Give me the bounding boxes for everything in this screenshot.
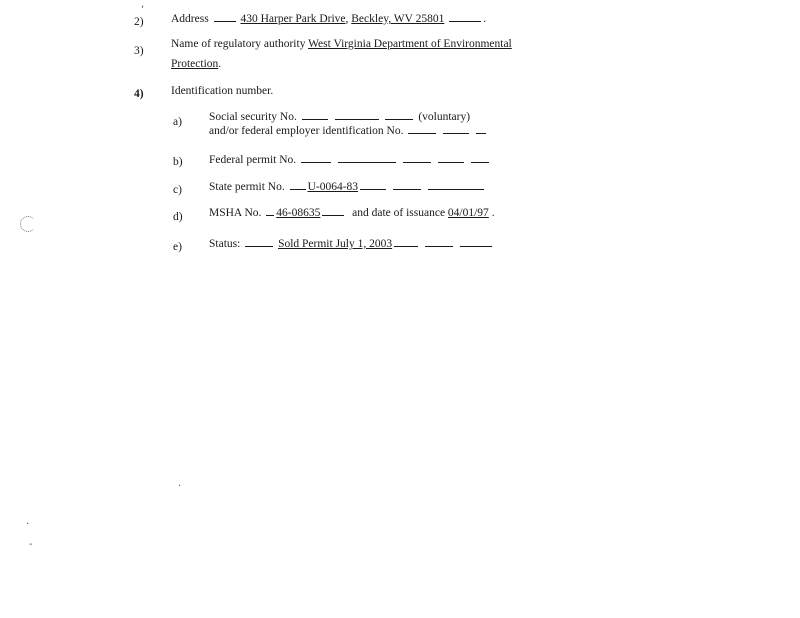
scan-speck-3: - <box>29 539 33 550</box>
item-3-number: 3) <box>134 45 144 57</box>
federal-permit-label: Federal permit No. <box>209 154 297 166</box>
ssn-label: Social security No. <box>209 111 297 123</box>
subitem-a-letter: a) <box>173 116 182 128</box>
subitem-d-letter: d) <box>173 211 183 223</box>
address-blank-1 <box>214 12 236 22</box>
address-line <box>171 12 486 25</box>
status-label: Status: <box>209 238 241 250</box>
state-blank-1 <box>290 180 306 190</box>
fein-blank-2 <box>443 124 469 134</box>
fein-line <box>209 124 488 137</box>
ssn-line <box>209 110 470 123</box>
stray-mark: , <box>141 0 145 10</box>
msha-end: . <box>491 207 495 219</box>
federal-blank-4 <box>438 153 464 163</box>
scan-speck-2: · <box>26 519 30 530</box>
federal-blank-5 <box>471 153 489 163</box>
address-blank-2 <box>449 12 481 22</box>
fein-blank-3 <box>476 124 486 134</box>
msha-date-label: and date of issuance <box>352 207 446 219</box>
federal-blank-1 <box>301 153 331 163</box>
regulatory-line <box>171 38 512 50</box>
ssn-blank-1 <box>302 110 328 120</box>
status-blank-3 <box>425 237 453 247</box>
msha-date-value: 04/01/97 <box>447 207 489 219</box>
federal-blank-3 <box>403 153 431 163</box>
regulatory-line-2 <box>171 58 221 70</box>
state-blank-2 <box>360 180 386 190</box>
identification-label: Identification number. <box>171 85 274 97</box>
subitem-c-letter: c) <box>173 184 182 196</box>
ssn-voluntary-note: (voluntary) <box>418 111 471 123</box>
msha-label: MSHA No. <box>209 207 262 219</box>
status-blank-4 <box>460 237 492 247</box>
item-2-number: 2) <box>134 16 144 28</box>
regulatory-end: . <box>218 58 222 70</box>
federal-permit-line <box>209 153 491 166</box>
status-blank-2 <box>394 237 418 247</box>
ssn-blank-2 <box>335 110 379 120</box>
state-permit-value: U-0064-83 <box>307 181 359 193</box>
msha-blank-2 <box>322 206 344 216</box>
status-line <box>209 237 494 250</box>
status-value: Sold Permit July 1, 2003 <box>278 238 393 250</box>
state-permit-line <box>209 180 486 193</box>
status-blank-1 <box>245 237 273 247</box>
address-city-state-zip: Beckley, WV 25801 <box>351 13 445 25</box>
msha-value: 46-08635 <box>276 207 321 219</box>
state-blank-3 <box>393 180 421 190</box>
address-street: 430 Harper Park Drive <box>240 13 346 25</box>
address-end: . <box>483 13 487 25</box>
punch-hole-mark <box>20 216 36 232</box>
address-comma: , <box>345 13 349 25</box>
fein-blank-1 <box>408 124 436 134</box>
msha-blank-1 <box>266 206 274 216</box>
ssn-blank-3 <box>385 110 413 120</box>
state-permit-label: State permit No. <box>209 181 285 193</box>
msha-line <box>209 206 495 219</box>
regulatory-label: Name of regulatory authority <box>171 38 306 50</box>
regulatory-authority-line1: West Virginia Department of Environmental <box>308 38 512 50</box>
scan-speck-1: · <box>178 481 182 492</box>
address-label: Address <box>171 13 209 25</box>
federal-blank-2 <box>338 153 396 163</box>
regulatory-authority-line2: Protection <box>171 58 219 70</box>
subitem-e-letter: e) <box>173 241 182 253</box>
state-blank-4 <box>428 180 484 190</box>
subitem-b-letter: b) <box>173 156 183 168</box>
item-4-number: 4) <box>134 88 144 100</box>
fein-label: and/or federal employer identification No. <box>209 125 404 137</box>
